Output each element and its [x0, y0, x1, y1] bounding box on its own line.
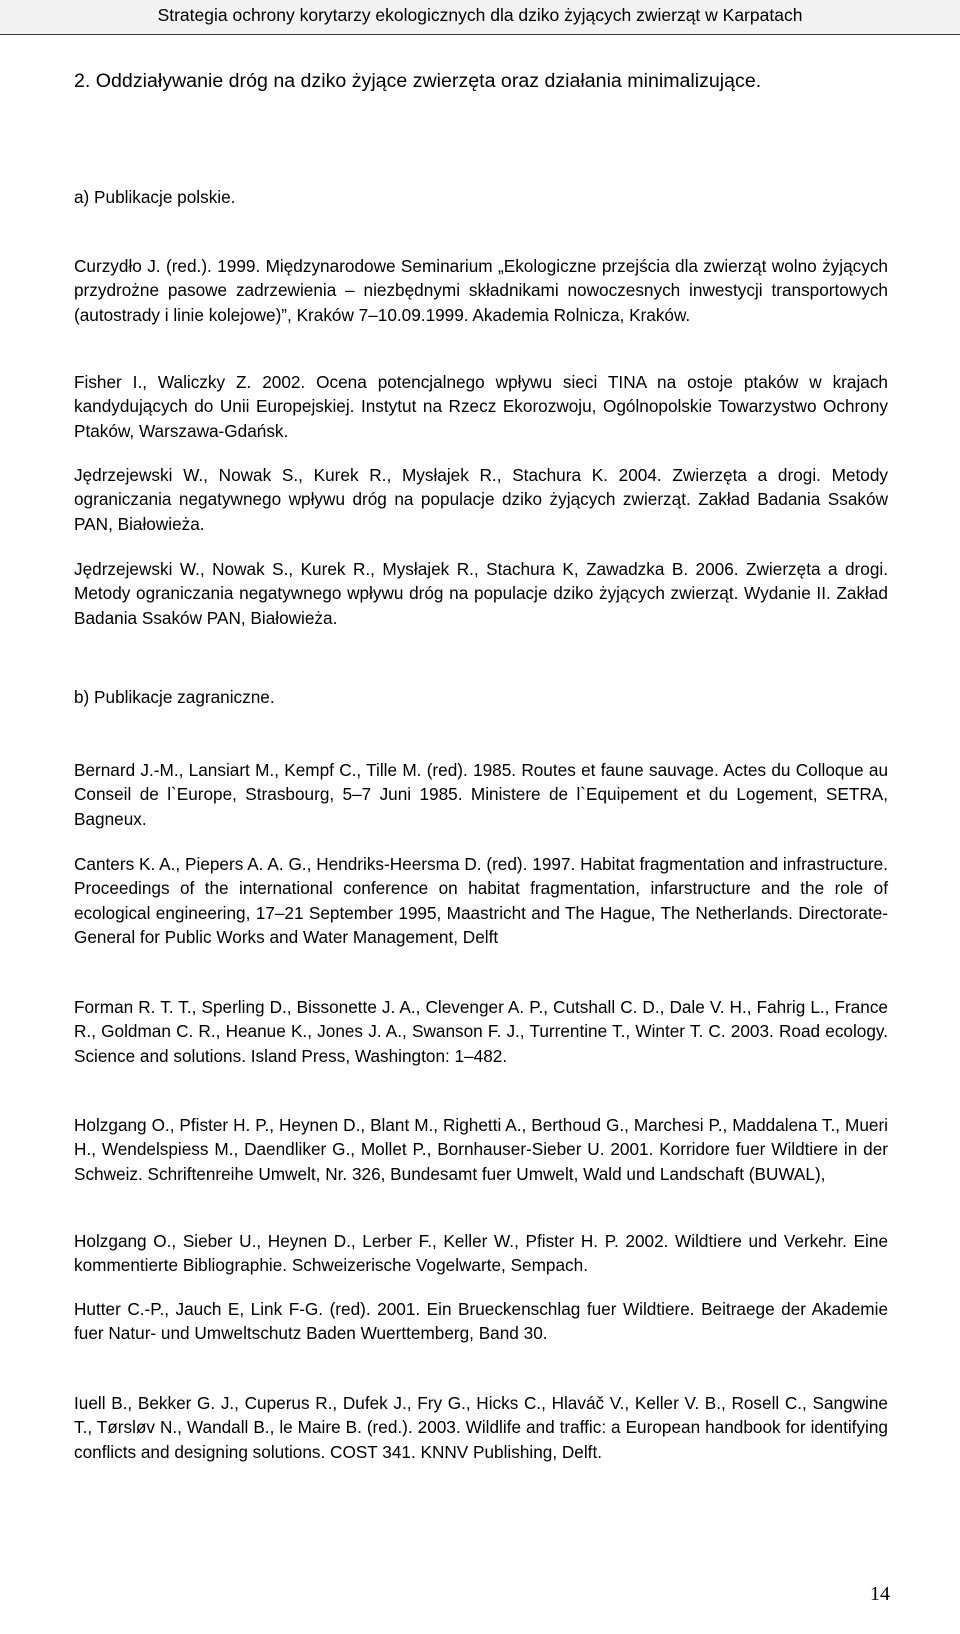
reference-entry: Canters K. A., Piepers A. A. G., Hendriks-Heersma D. (red). 1997. Habitat fragmentation and infrastructure. Proceedings of the international conference on habitat fragmentation, infarstructure and the role of ecological engineering, 17–21 September 1995, Maastricht and The Hague, The Netherlands. Directorate-General for Public Works and Water Management, Delft [74, 854, 888, 948]
reference-entry: Forman R. T. T., Sperling D., Bissonette J. A., Clevenger A. P., Cutshall C. D., Dale V. H., Fahrig L., France R., Goldman C. R., Heanue K., Jones J. A., Swanson F. J., Turrentine T., Winter T. C. 2003. Road ecology. Science and solutions. Island Press, Washington: 1–482. [74, 997, 888, 1066]
subsection-foreign-heading: b) Publikacje zagraniczne. [74, 687, 275, 707]
reference-entry: Jędrzejewski W., Nowak S., Kurek R., Mysłajek R., Stachura K, Zawadzka B. 2006. Zwierzęta a drogi. Metody ograniczania negatywnego wpływu dróg na populacje dziko żyjących zwierząt. Wydanie II. Zakład Badania Ssaków PAN, Białowieża. [74, 559, 888, 628]
reference-entry: Bernard J.-M., Lansiart M., Kempf C., Tille M. (red). 1985. Routes et faune sauvage. Actes du Colloque au Conseil de l`Europe, Strasbourg, 5–7 Juni 1985. Ministere de l`Equipement et du Logement, SETRA, Bagneux. [74, 760, 888, 829]
reference-entry: Jędrzejewski W., Nowak S., Kurek R., Mysłajek R., Stachura K. 2004. Zwierzęta a drogi. Metody ograniczania negatywnego wpływu dróg na populacje dziko żyjących zwierząt. Zakład Badania Ssaków PAN, Białowieża. [74, 465, 888, 534]
reference-entry: Fisher I., Waliczky Z. 2002. Ocena potencjalnego wpływu sieci TINA na ostoje ptaków w krajach kandydujących do Unii Europejskiej. Instytut na Rzecz Ekorozwoju, Ogólnopolskie Towarzystwo Ochrony Ptaków, Warszawa-Gdańsk. [74, 372, 888, 441]
header-title: Strategia ochrony korytarzy ekologicznych dla dziko żyjących zwierząt w Karpatach [157, 5, 803, 25]
reference-entry: Holzgang O., Pfister H. P., Heynen D., Blant M., Righetti A., Berthoud G., Marchesi P., Maddalena T., Mueri H., Wendelspiess M., Daendliker G., Mollet P., Bornhauser-Sieber U. 2001. Korridore fuer Wildtiere in der Schweiz. Schriftenreihe Umwelt, Nr. 326, Bundesamt fuer Umwelt, Wald und Landschaft (BUWAL), [74, 1115, 888, 1184]
reference-entry: Holzgang O., Sieber U., Heynen D., Lerber F., Keller W., Pfister H. P. 2002. Wildtiere und Verkehr. Eine kommentierte Bibliographie. Schweizerische Vogelwarte, Sempach. [74, 1231, 888, 1276]
subsection-polish-heading: a) Publikacje polskie. [74, 187, 236, 207]
reference-entry: Iuell B., Bekker G. J., Cuperus R., Dufek J., Fry G., Hicks C., Hlaváč V., Keller V. B., Rosell C., Sangwine T., Tørsløv N., Wandall B., le Maire B. (red.). 2003. Wildlife and traffic: a European handbook for identifying conflicts and designing solutions. COST 341. KNNV Publishing, Delft. [74, 1393, 888, 1462]
page-number: 14 [870, 1583, 890, 1605]
section-heading: 2. Oddziaływanie dróg na dziko żyjące zwierzęta oraz działania minimalizujące. [74, 70, 762, 92]
reference-entry: Curzydło J. (red.). 1999. Międzynarodowe Seminarium „Ekologiczne przejścia dla zwierząt wolno żyjących przydrożne pasowe zadrzewienia – niezbędnymi składnikami nowoczesnych inwestycji transportowych (autostrady i linie kolejowe)”, Kraków 7–10.09.1999. Akademia Rolnicza, Kraków. [74, 256, 888, 325]
running-header [0, 0, 960, 35]
reference-entry: Hutter C.-P., Jauch E, Link F-G. (red). 2001. Ein Brueckenschlag fuer Wildtiere. Beitraege der Akademie fuer Natur- und Umweltschutz Baden Wuerttemberg, Band 30. [74, 1299, 888, 1344]
